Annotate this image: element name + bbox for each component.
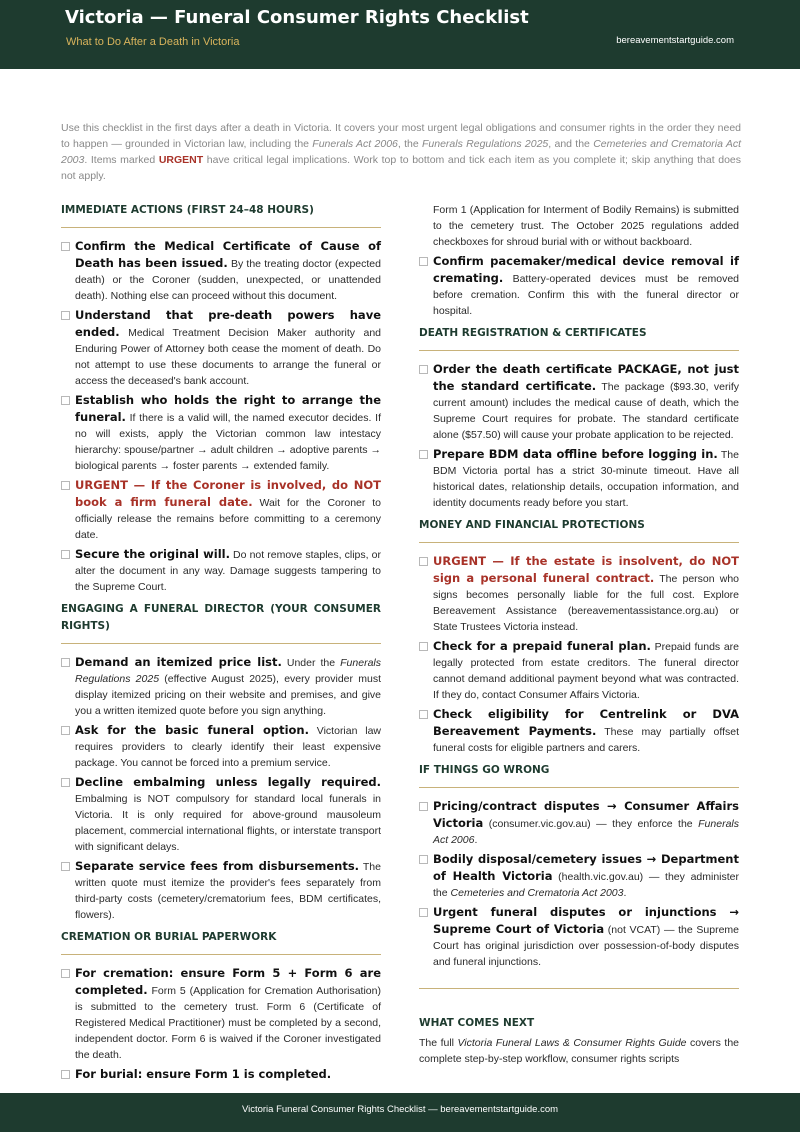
empty-checkbox-icon[interactable] bbox=[419, 450, 428, 459]
item-lead: Check for a prepaid funeral plan. bbox=[433, 639, 651, 653]
site-url: bereavementstartguide.com bbox=[616, 35, 734, 46]
left-column bbox=[61, 202, 381, 1086]
empty-checkbox-icon[interactable] bbox=[61, 1070, 70, 1079]
empty-checkbox-icon[interactable] bbox=[61, 658, 70, 667]
item-act-reference: Cemeteries and Crematoria Act 2003 bbox=[450, 887, 624, 899]
item-lead: Check eligibility for Centrelink or DVA Bereavement Payments. bbox=[433, 707, 739, 738]
page-footer: Victoria Funeral Consumer Rights Checklist — bereavementstartguide.com bbox=[0, 1093, 800, 1132]
item-lead: For cremation: ensure Form 5 + Form 6 are completed. bbox=[75, 966, 381, 997]
empty-checkbox-icon[interactable] bbox=[419, 365, 428, 374]
empty-checkbox-icon[interactable] bbox=[61, 481, 70, 490]
item-lead: Prepare BDM data offline before logging in. bbox=[433, 447, 718, 461]
section-heading-immediate: IMMEDIATE ACTIONS (FIRST 24–48 HOURS) bbox=[61, 202, 381, 228]
item-act-reference: Funerals Regulations 2025 bbox=[75, 657, 381, 685]
item-lead: Establish who holds the right to arrange the funeral. bbox=[75, 393, 381, 424]
checklist-item-continuation: Form 1 (Application for Interment of Bodily Remains) is submitted to the cemetery trust. The October 2025 regulations added checkboxes for shroud burial with or without backboard. bbox=[433, 204, 739, 248]
item-lead: Order the death certificate PACKAGE, not just the standard certificate. bbox=[433, 362, 739, 393]
next-guide-title: Victoria Funeral Laws & Consumer Rights Guide bbox=[457, 1037, 687, 1049]
empty-checkbox-icon[interactable] bbox=[61, 550, 70, 559]
item-body: . bbox=[623, 887, 627, 899]
empty-checkbox-icon[interactable] bbox=[61, 969, 70, 978]
item-lead: Secure the original will. bbox=[75, 547, 230, 561]
item-body: (effective August 2025), every provider must display itemized pricing on their website and premises, and give you a written itemized quote before you sign anything. bbox=[75, 673, 381, 717]
item-body: (health.vic.gov.au) — they administer the bbox=[433, 871, 740, 899]
empty-checkbox-icon[interactable] bbox=[61, 242, 70, 251]
section-heading-registration: DEATH REGISTRATION & CERTIFICATES bbox=[419, 325, 739, 351]
intro-text: . Items marked bbox=[84, 154, 159, 166]
item-body: These may partially offset funeral costs for eligible partners and carers. bbox=[433, 726, 740, 754]
empty-checkbox-icon[interactable] bbox=[419, 908, 428, 917]
item-body: Battery-operated devices must be removed before cremation. Confirm this with the funeral director or hospital. bbox=[433, 273, 739, 317]
checklist-item[interactable] bbox=[419, 638, 739, 703]
intro-act-funerals: Funerals Act 2006 bbox=[312, 138, 398, 150]
checklist-item[interactable] bbox=[61, 392, 381, 474]
right-column bbox=[419, 202, 739, 1067]
item-lead: Confirm the Medical Certificate of Cause of Death has been issued. bbox=[75, 239, 381, 270]
checklist-item[interactable] bbox=[419, 361, 739, 443]
page-subtitle: What to Do After a Death in Victoria bbox=[66, 36, 240, 48]
empty-checkbox-icon[interactable] bbox=[61, 862, 70, 871]
intro-text: , the bbox=[397, 138, 422, 150]
item-lead: Separate service fees from disbursements. bbox=[75, 859, 360, 873]
item-lead: Decline embalming unless legally required. bbox=[75, 775, 381, 789]
checklist-item-urgent[interactable] bbox=[61, 477, 381, 543]
section-heading-paperwork: CREMATION OR BURIAL PAPERWORK bbox=[61, 929, 381, 955]
item-body: The person who signs becomes personally liable for the full cost. Explore Bereavement Assistance (bereavementassistance.org.au) or State Trustees Victoria instead. bbox=[433, 573, 739, 633]
item-body: Medical Treatment Decision Maker authority and Enduring Power of Attorney both cease the moment of death. Do not attempt to use these documents to arrange the funeral or access the deceased's bank account. bbox=[75, 327, 381, 387]
item-body: Form 5 (Application for Cremation Authorisation) is submitted to the cemetery trust. Form 6 (Certificate of Registered Medical Practitioner) must be completed by a second, independent doctor. Form 6 is waived if the Coroner investigated the death. bbox=[75, 985, 381, 1061]
checklist-item[interactable] bbox=[419, 798, 739, 848]
checklist-item[interactable] bbox=[419, 904, 739, 970]
section-heading-director: ENGAGING A FUNERAL DIRECTOR (YOUR CONSUMER RIGHTS) bbox=[61, 601, 381, 644]
item-body: The written quote must itemize the provider's fees separately from third-party costs (cemetery/crematorium fees, BDM certificates, flowers). bbox=[75, 861, 381, 921]
empty-checkbox-icon[interactable] bbox=[61, 396, 70, 405]
next-heading: WHAT COMES NEXT bbox=[419, 1017, 535, 1029]
intro-act-regulations: Funerals Regulations 2025 bbox=[422, 138, 549, 150]
page-title: Victoria — Funeral Consumer Rights Checklist bbox=[65, 7, 529, 28]
section-heading-money: MONEY AND FINANCIAL PROTECTIONS bbox=[419, 517, 739, 543]
checklist-item[interactable] bbox=[61, 858, 381, 923]
item-lead: URGENT — If the estate is insolvent, do NOT sign a personal funeral contract. bbox=[433, 554, 739, 585]
item-lead: Bodily disposal/cemetery issues → Department of Health Victoria bbox=[433, 852, 739, 883]
item-body: By the treating doctor (expected death) or the Coroner (sudden, unexpected, or unattended death). Nothing else can proceed without this document. bbox=[75, 258, 381, 302]
empty-checkbox-icon[interactable] bbox=[61, 778, 70, 787]
section-heading-wrong: IF THINGS GO WRONG bbox=[419, 762, 739, 788]
checklist-item[interactable] bbox=[61, 654, 381, 719]
item-body: (consumer.vic.gov.au) — they enforce the bbox=[483, 818, 699, 830]
intro-text: , and the bbox=[548, 138, 594, 150]
empty-checkbox-icon[interactable] bbox=[61, 311, 70, 320]
intro-text: have critical legal implications. Work top to bottom and tick each item as you complete it; skip anything that does not apply. bbox=[61, 154, 741, 182]
checklist-item[interactable] bbox=[419, 253, 739, 319]
item-lead: Understand that pre-death powers have ended. bbox=[75, 308, 381, 339]
empty-checkbox-icon[interactable] bbox=[419, 557, 428, 566]
checklist-item[interactable] bbox=[419, 706, 739, 756]
checklist-item[interactable] bbox=[419, 851, 739, 901]
empty-checkbox-icon[interactable] bbox=[61, 726, 70, 735]
item-body: Do not remove staples, clips, or alter the document in any way. Damage suggests tampering to the Supreme Court. bbox=[75, 549, 381, 593]
item-lead: URGENT — If the Coroner is involved, do NOT book a firm funeral date. bbox=[75, 478, 381, 509]
item-body: Under the bbox=[281, 657, 341, 669]
item-body: The BDM Victoria portal has a strict 30-minute timeout. Have all historical dates, relationship details, occupation information, and identity documents ready before you start. bbox=[433, 449, 739, 509]
item-lead: Confirm pacemaker/medical device removal if cremating. bbox=[433, 254, 739, 285]
checklist-item[interactable] bbox=[61, 546, 381, 595]
item-body: Embalming is NOT compulsory for standard local funerals in Victoria. It is only required for above-ground mausoleum placement, commercial international flights, or interstate transport with significant delays. bbox=[75, 793, 381, 853]
divider bbox=[419, 988, 739, 989]
item-lead: For burial: ensure Form 1 is completed. bbox=[75, 1067, 332, 1081]
checklist-item[interactable] bbox=[61, 965, 381, 1063]
item-lead: Demand an itemized price list. bbox=[75, 655, 282, 669]
checklist-item[interactable] bbox=[419, 446, 739, 511]
item-body: The package ($93.30, verify current amount) includes the medical cause of death, which the Supreme Court requires for probate. The standard certificate alone ($57.50) will cause your probate application to be rejected. bbox=[433, 381, 740, 441]
empty-checkbox-icon[interactable] bbox=[419, 710, 428, 719]
next-text: covers the complete step-by-step workflow, consumer rights scripts bbox=[419, 1037, 739, 1065]
item-body: (not VCAT) — the Supreme Court has original jurisdiction over possession-of-body disputes and funeral injunctions. bbox=[433, 924, 740, 968]
checklist-item[interactable] bbox=[61, 1066, 381, 1083]
item-body: Wait for the Coroner to officially release the remains before committing to a ceremony date. bbox=[75, 497, 382, 541]
empty-checkbox-icon[interactable] bbox=[419, 642, 428, 651]
item-body: Prepaid funds are legally protected from estate creditors. The funeral director cannot demand additional payment beyond what was contracted. If they do, contact Consumer Affairs Victoria. bbox=[433, 641, 740, 701]
item-body: Victorian law requires providers to clearly identify their least expensive package. You cannot be forced into a premium service. bbox=[75, 725, 381, 769]
checklist-item[interactable] bbox=[61, 774, 381, 855]
checklist-item[interactable] bbox=[61, 238, 381, 304]
item-body: If there is a valid will, the named executor decides. If no will exists, apply the Victorian common law intestacy hierarchy: spouse/partner → adult children → adoptive parents → biological parents → foster parents → extended family. bbox=[75, 412, 381, 472]
intro-text: Use this checklist in the first days after a death in Victoria. It covers your most urgent legal obligations and consumer rights in the order they need to happen — grounded in Victorian law, including the bbox=[61, 122, 741, 150]
checklist-item[interactable] bbox=[61, 722, 381, 771]
empty-checkbox-icon[interactable] bbox=[419, 855, 428, 864]
checklist-item-urgent[interactable] bbox=[419, 553, 739, 635]
item-body: . bbox=[474, 834, 478, 846]
checklist-item[interactable] bbox=[61, 307, 381, 389]
intro-act-cemeteries: Cemeteries and Crematoria Act 2003 bbox=[61, 138, 741, 166]
next-paragraph bbox=[419, 1035, 739, 1067]
item-lead: Pricing/contract disputes → Consumer Affairs Victoria bbox=[433, 799, 739, 830]
item-act-reference: Funerals Act 2006 bbox=[433, 818, 739, 846]
item-lead: Urgent funeral disputes or injunctions → Supreme Court of Victoria bbox=[433, 905, 739, 936]
empty-checkbox-icon[interactable] bbox=[419, 257, 428, 266]
item-lead: Ask for the basic funeral option. bbox=[75, 723, 309, 737]
next-text: The full bbox=[419, 1037, 458, 1049]
intro-paragraph bbox=[61, 120, 741, 184]
intro-urgent-word: URGENT bbox=[158, 154, 204, 166]
empty-checkbox-icon[interactable] bbox=[419, 802, 428, 811]
